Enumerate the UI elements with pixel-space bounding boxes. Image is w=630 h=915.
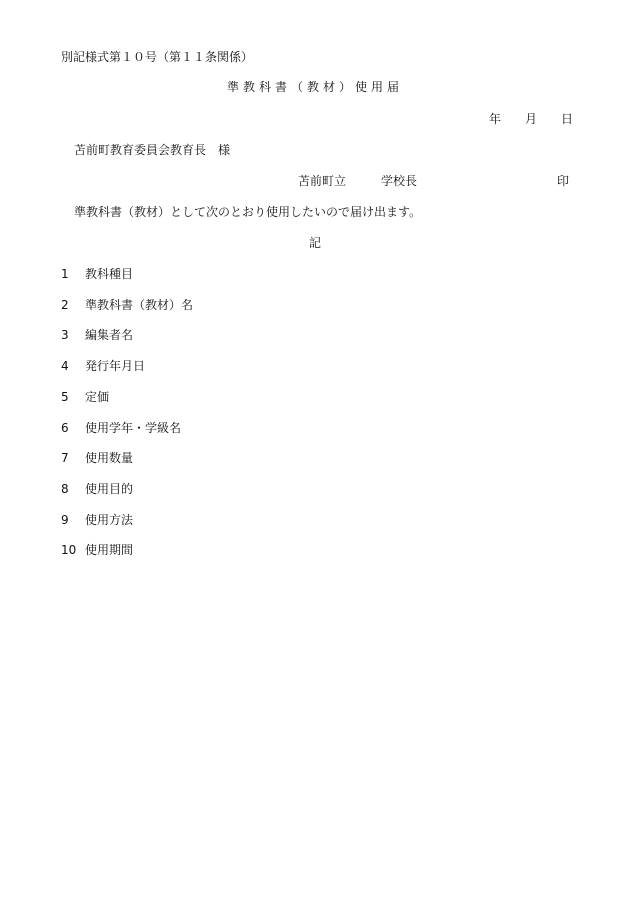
list-item — [61, 420, 181, 436]
item-label: 使用学年・学級名 — [85, 421, 182, 435]
item-number: 3 — [61, 328, 69, 342]
date-year-label: 年 — [489, 112, 502, 126]
item-label: 定価 — [85, 390, 110, 404]
school-principal-label: 学校長 — [381, 174, 418, 188]
statement-text: 準教科書（教材）として次のとおり使用したいので届け出ます。 — [74, 205, 422, 219]
list-item — [61, 266, 133, 282]
date-day-label: 日 — [561, 112, 574, 126]
item-number: 8 — [61, 482, 69, 496]
addressee: 苫前町教育委員会教育長 様 — [74, 143, 231, 157]
list-item — [61, 327, 133, 343]
item-label: 編集者名 — [85, 328, 134, 342]
item-label: 発行年月日 — [85, 359, 146, 373]
list-item — [61, 389, 109, 405]
list-item — [61, 297, 193, 313]
ki-heading: 記 — [308, 236, 321, 250]
item-number: 2 — [61, 298, 69, 312]
seal-mark: 印 — [557, 174, 570, 188]
list-item — [61, 542, 133, 558]
item-number: 4 — [61, 359, 69, 373]
item-label: 使用期間 — [85, 543, 134, 557]
item-number: 9 — [61, 513, 69, 527]
list-item — [61, 481, 133, 497]
item-label: 使用目的 — [85, 482, 134, 496]
item-number: 10 — [61, 543, 77, 557]
item-label: 使用数量 — [85, 451, 134, 465]
school-prefix: 苫前町立 — [298, 174, 347, 188]
item-label: 教科種目 — [85, 267, 134, 281]
item-number: 7 — [61, 451, 69, 465]
list-item — [61, 358, 145, 374]
form-label: 別記様式第１０号（第１１条関係） — [61, 50, 254, 64]
item-number: 6 — [61, 421, 69, 435]
item-label: 使用方法 — [85, 513, 134, 527]
document-title: 準教科書（教材）使用届 — [226, 80, 403, 94]
item-label: 準教科書（教材）名 — [85, 298, 194, 312]
list-item — [61, 512, 133, 528]
item-number: 1 — [61, 267, 69, 281]
list-item — [61, 450, 133, 466]
date-month-label: 月 — [525, 112, 538, 126]
item-number: 5 — [61, 390, 69, 404]
